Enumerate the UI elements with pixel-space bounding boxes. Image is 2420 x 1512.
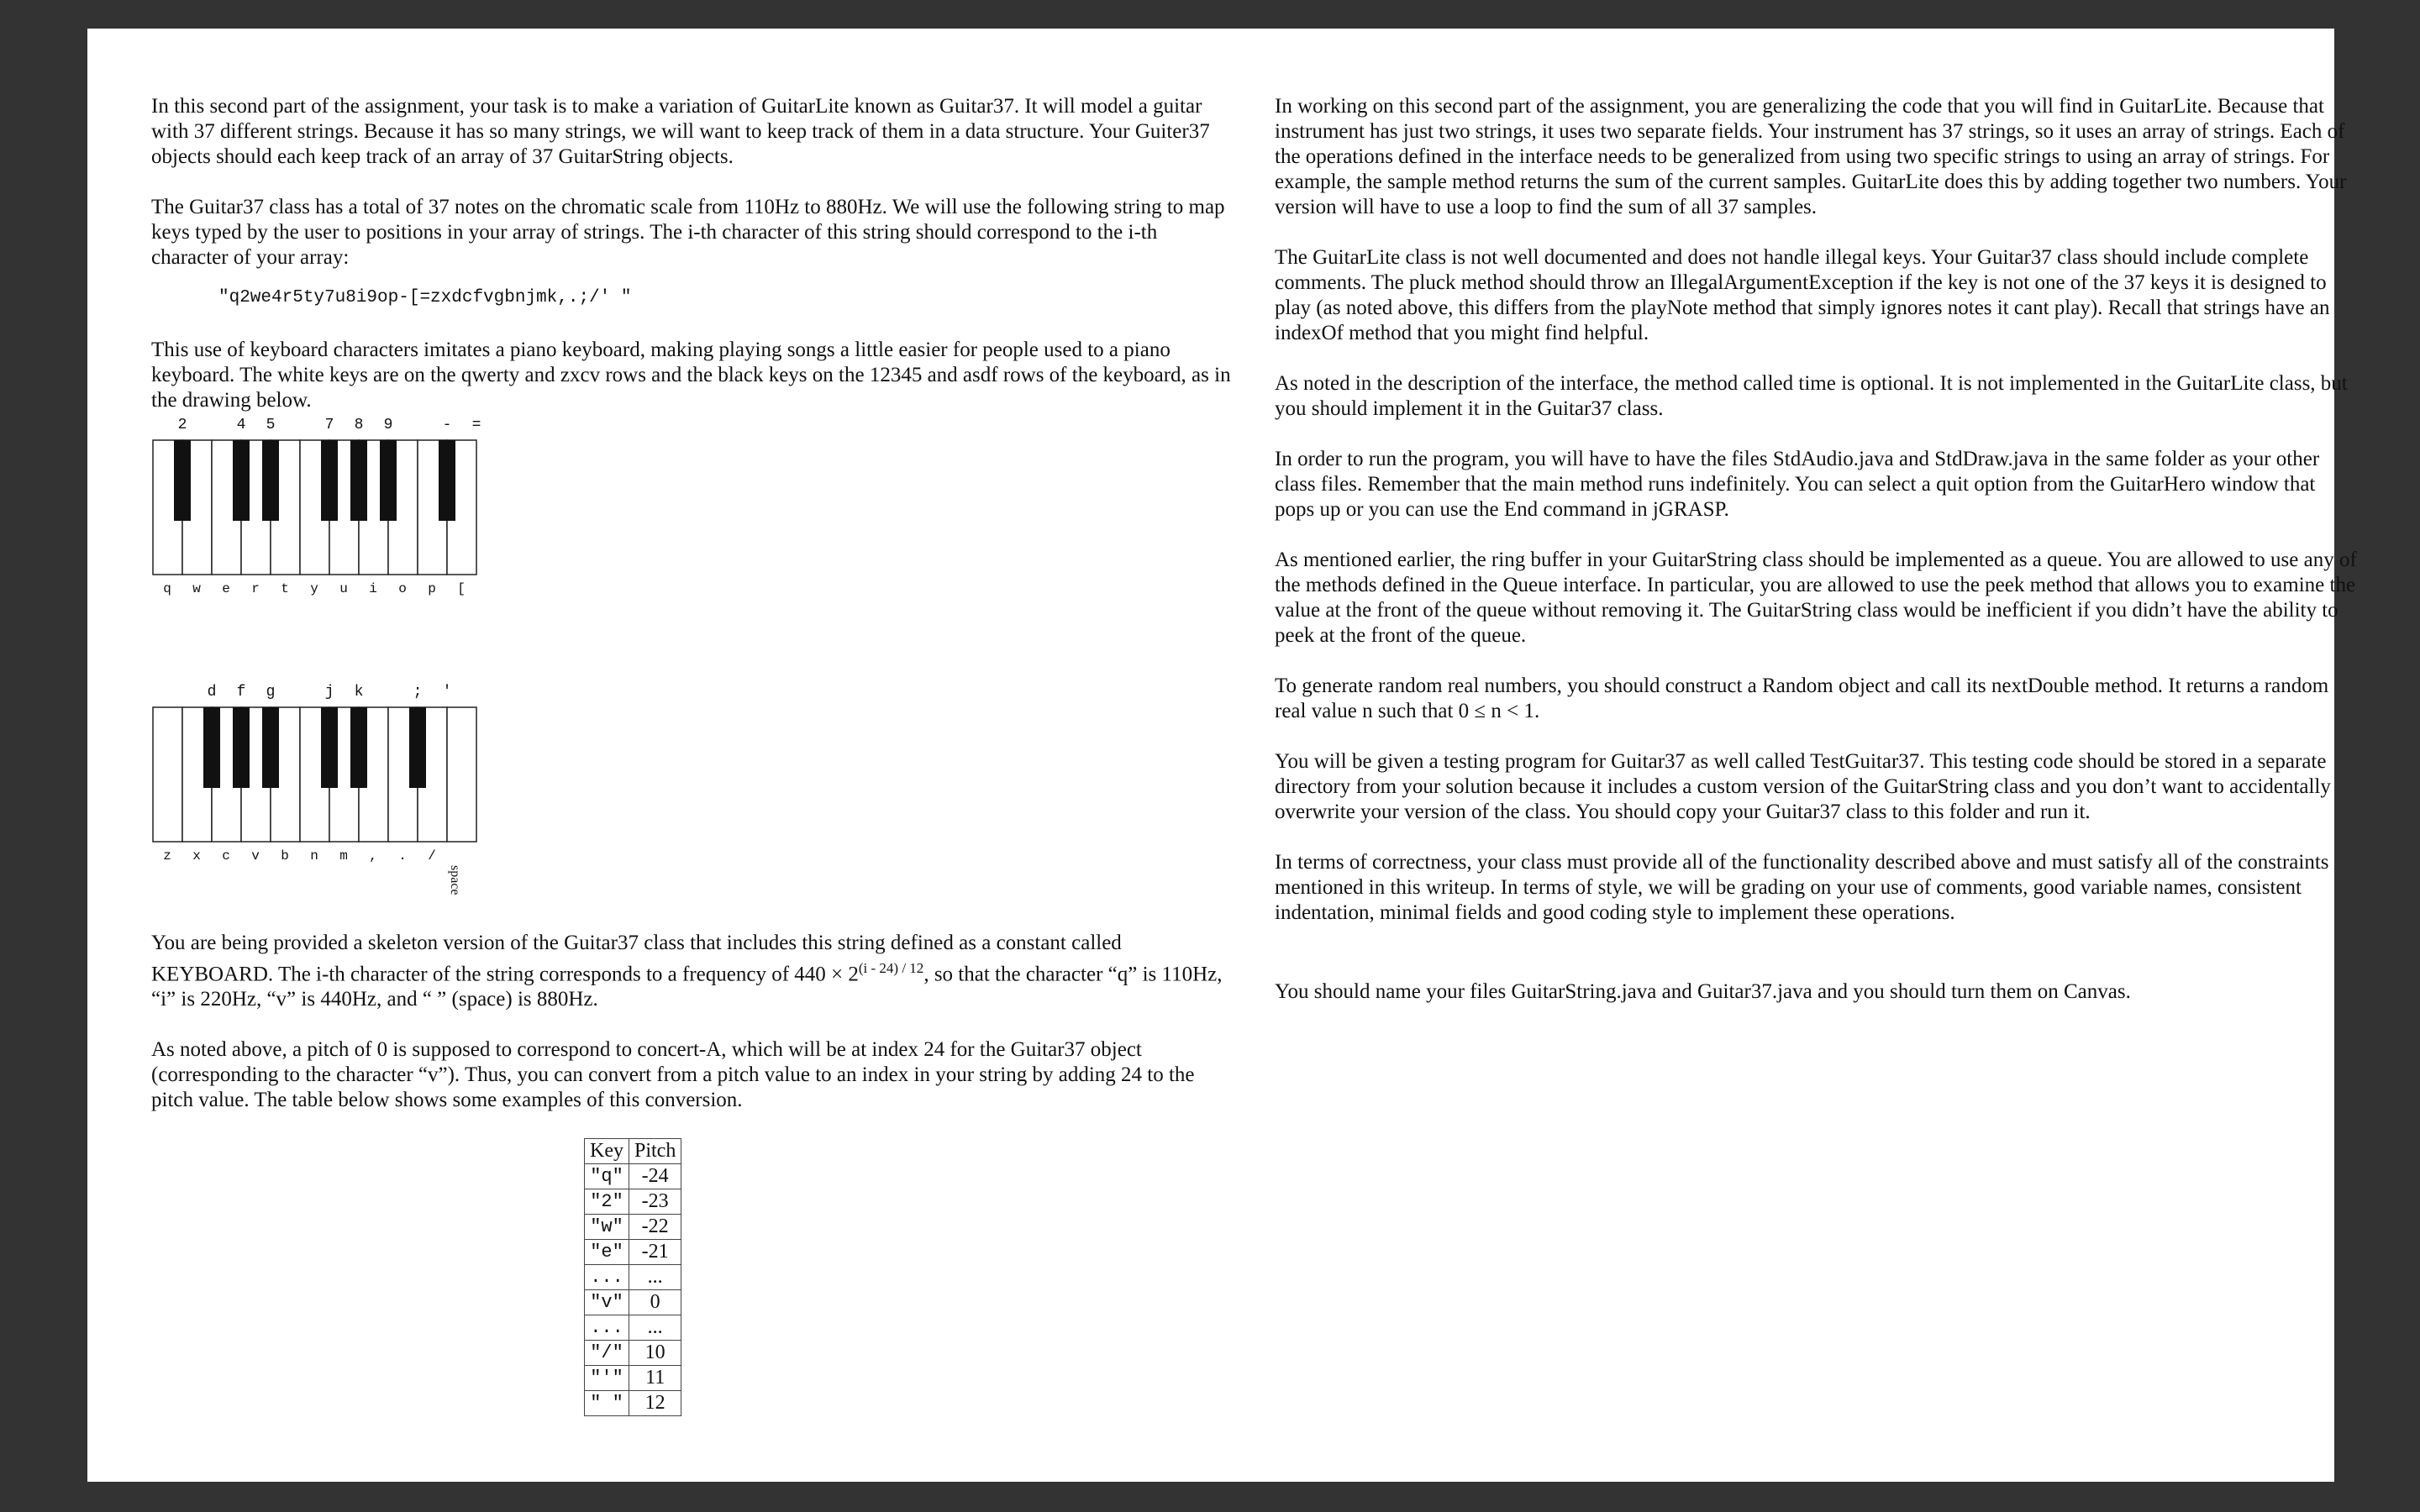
pitch-cell: -21 bbox=[629, 1240, 681, 1265]
piano-key-label: . bbox=[398, 848, 407, 864]
table-row bbox=[585, 1240, 681, 1265]
table-row bbox=[585, 1215, 681, 1240]
key-cell: "e" bbox=[585, 1240, 629, 1265]
black-key bbox=[174, 440, 191, 521]
piano-key-label: ; bbox=[413, 684, 423, 701]
black-key bbox=[233, 440, 250, 521]
pitch-cell: 0 bbox=[629, 1290, 681, 1315]
piano-key-label: d bbox=[207, 684, 217, 701]
piano-key-label: w bbox=[192, 581, 201, 596]
black-key bbox=[350, 440, 367, 521]
piano-key-label: e bbox=[222, 581, 230, 596]
black-key bbox=[233, 707, 250, 788]
table-row bbox=[585, 1366, 681, 1391]
skeleton-paragraph bbox=[151, 931, 1235, 1012]
pitch-cell: ... bbox=[629, 1315, 681, 1341]
piano-key-label: c bbox=[222, 848, 230, 864]
ring-buffer-paragraph: As mentioned earlier, the ring buffer in your GuitarString class should be implemented as a queue. You are allowed to use any of the methods defined in the Queue interface. In particular, you are allowed to use the peek method that allows you to examine the value at the front of the queue without removing it. The GuitarString class would be inefficient if you didn’t have the ability to peek at the front of the queue. bbox=[1275, 549, 2357, 647]
pitch-cell: -23 bbox=[629, 1189, 681, 1215]
black-key bbox=[321, 440, 338, 521]
intro-paragraph: In this second part of the assignment, your task is to make a variation of GuitarLite known as Guitar37. It will model a guitar with 37 different strings. Because it has so many strings, we will want to keep track of them in a data structure. Your Guiter37 objects should each keep track of an array of 37 GuitarString objects. bbox=[151, 95, 1210, 168]
black-key bbox=[409, 707, 426, 788]
piano-key-label: y bbox=[310, 581, 318, 596]
piano-key-label: / bbox=[428, 848, 436, 864]
piano-keyboard-paragraph: This use of keyboard characters imitates a piano keyboard, making playing songs a little easier for people used to a piano keyboard. The white keys are on the qwerty and zxcv rows and the black keys on the 12345 and asdf rows of the keyboard, as in the drawing below. bbox=[151, 339, 1231, 412]
grading-paragraph: In terms of correctness, your class must provide all of the functionality described above and must satisfy all of the constraints mentioned in this writeup. In terms of style, we will be grading on your use of comments, good variable names, consistent indentation, minimal fields and good coding style to implement these operations. bbox=[1275, 851, 2329, 924]
key-cell: "w" bbox=[585, 1215, 629, 1240]
piano-key-label: [ bbox=[457, 581, 466, 596]
key-column-header: Key bbox=[585, 1139, 629, 1164]
table-row bbox=[585, 1315, 681, 1341]
skeleton-text-a: You are being provided a skeleton version of the Guitar37 class that includes this string defined as a constant called KEYBOARD. The i-th character of the string corresponds to a frequency of 440 × 2 bbox=[151, 932, 1122, 986]
pitch-cell: ... bbox=[629, 1265, 681, 1290]
piano-key-label: o bbox=[398, 581, 407, 596]
run-program-paragraph: In order to run the program, you will have to have the files StdAudio.java and StdDraw.java in the same folder as your other class files. Remember that the main method runs indefinitely. You can select a quit option from the GuitarHero window that pops up or you can use the End command in jGRASP. bbox=[1275, 448, 2320, 521]
document-page bbox=[87, 29, 2357, 1482]
key-cell: "v" bbox=[585, 1290, 629, 1315]
submission-paragraph: You should name your files GuitarString.java and Guitar37.java and you should turn them on Canvas. bbox=[1275, 980, 2131, 1003]
generalizing-paragraph: In working on this second part of the assignment, you are generalizing the code that you will find in GuitarLite. Because that instrument has just two strings, it uses two separate fields. Your instrument has 37 strings, so it uses an array of strings. Each of the operations defined in the interface needs to be generalized from using two specific strings to using an array of strings. For example, the sample method returns the sum of the current samples. GuitarLite does this by adding together two numbers. Your version will have to use a loop to find the sum of all 37 samples. bbox=[1275, 95, 2347, 218]
keyboard-string: "q2we4r5ty7u8i9op-[=zxdcfvgbnjmk,.;/' " bbox=[218, 288, 632, 307]
random-paragraph: To generate random real numbers, you should construct a Random object and call its nextDouble method. It returns a random real value n such that 0 ≤ n < 1. bbox=[1275, 675, 2329, 722]
piano-key-label: 7 bbox=[324, 417, 334, 433]
piano-key-label: ' bbox=[442, 684, 452, 701]
white-key bbox=[153, 707, 182, 842]
piano-key-label: m bbox=[339, 848, 348, 864]
pitch-cell: 12 bbox=[629, 1391, 681, 1416]
key-cell: "q" bbox=[585, 1164, 629, 1189]
key-cell: " " bbox=[585, 1391, 629, 1416]
chromatic-paragraph: The Guitar37 class has a total of 37 notes on the chromatic scale from 110Hz to 880Hz. We will use the following string to map keys typed by the user to positions in your array of strings. The i-th character of this string should correspond to the i-th character of your array: bbox=[151, 196, 1225, 269]
piano-key-label: x bbox=[192, 848, 201, 864]
pitch-cell: 10 bbox=[629, 1341, 681, 1366]
black-key bbox=[321, 707, 338, 788]
table-row bbox=[585, 1265, 681, 1290]
table-row bbox=[585, 1391, 681, 1416]
piano-key-label: 9 bbox=[383, 417, 393, 433]
black-key bbox=[350, 707, 367, 788]
piano-key-label: v bbox=[251, 848, 260, 864]
piano-key-label: k bbox=[354, 684, 364, 701]
table-row bbox=[585, 1164, 681, 1189]
table-row bbox=[585, 1290, 681, 1315]
piano-key-label: 8 bbox=[354, 417, 364, 433]
right-column bbox=[1275, 94, 2359, 1030]
piano-key-label: , bbox=[369, 848, 377, 864]
comments-paragraph: The GuitarLite class is not well documented and does not handle illegal keys. Your Guitar37 class should include complete comments. The pluck method should throw an IllegalArgumentException if the key is not one of the 37 keys it is designed to play (as noted above, this differs from the playNote method that simply ignores notes it cant play). Recall that strings have an indexOf method that you might find helpful. bbox=[1275, 246, 2330, 344]
piano-2-top-labels bbox=[151, 684, 504, 706]
testing-paragraph: You will be given a testing program for Guitar37 as well called TestGuitar37. This testing code should be stored in a separate directory from your solution because it includes a custom version of the GuitarString class and you don’t want to accidentally overwrite your version of the class. You should copy your Guitar37 class to this folder and run it. bbox=[1275, 750, 2331, 823]
piano-key-label: - bbox=[442, 417, 452, 433]
piano-1-keys bbox=[151, 438, 504, 577]
pitch-paragraph: As noted above, a pitch of 0 is supposed to correspond to concert-A, which will be at index 24 for the Guitar37 object (corresponding to the character “v”). Thus, you can convert from a pitch value to an index in your string by adding 24 to the pitch value. The table below shows some examples of this conversion. bbox=[151, 1038, 1195, 1112]
left-column bbox=[151, 94, 1235, 1416]
black-key bbox=[262, 440, 279, 521]
black-key bbox=[203, 707, 220, 788]
table-row bbox=[585, 1189, 681, 1215]
time-method-paragraph: As noted in the description of the interface, the method called time is optional. It is not implemented in the GuitarLite class, but you should implement it in the Guitar37 class. bbox=[1275, 372, 2348, 420]
piano-key-label: i bbox=[369, 581, 377, 596]
piano-key-label: j bbox=[324, 684, 334, 701]
black-key bbox=[380, 440, 397, 521]
piano-key-label: 5 bbox=[266, 417, 276, 433]
pitch-column-header: Pitch bbox=[629, 1139, 681, 1164]
white-key bbox=[447, 707, 476, 842]
piano-key-label: z bbox=[163, 848, 171, 864]
piano-key-label: 4 bbox=[236, 417, 246, 433]
space-key-label: space bbox=[448, 865, 462, 895]
piano-diagram-2 bbox=[151, 684, 504, 895]
skeleton-text-b: , so that the character “q” is 110Hz, “i” is 220Hz, “v” is 440Hz, and “ ” (space) is 880Hz. bbox=[151, 963, 1223, 1011]
piano-key-label: 2 bbox=[177, 417, 187, 433]
piano-key-label: r bbox=[251, 581, 260, 596]
piano-diagram-1 bbox=[151, 417, 504, 606]
piano-key-label: n bbox=[310, 848, 318, 864]
frequency-exponent: (i - 24) / 12 bbox=[858, 960, 924, 976]
pitch-cell: 11 bbox=[629, 1366, 681, 1391]
piano-key-label: u bbox=[339, 581, 348, 596]
piano-key-label: q bbox=[163, 581, 171, 596]
key-cell: "2" bbox=[585, 1189, 629, 1215]
pitch-cell: -22 bbox=[629, 1215, 681, 1240]
piano-key-label: b bbox=[281, 848, 289, 864]
pitch-cell: -24 bbox=[629, 1164, 681, 1189]
piano-2-keys bbox=[151, 706, 504, 844]
piano-key-label: p bbox=[428, 581, 436, 596]
key-pitch-table bbox=[584, 1138, 681, 1416]
piano-1-bottom-labels bbox=[151, 581, 504, 606]
black-key bbox=[262, 707, 279, 788]
piano-key-label: = bbox=[471, 417, 481, 433]
piano-key-label: g bbox=[266, 684, 276, 701]
key-cell: ... bbox=[585, 1265, 629, 1290]
piano-key-label: f bbox=[236, 684, 246, 701]
black-key bbox=[439, 440, 455, 521]
table-row bbox=[585, 1341, 681, 1366]
piano-1-top-labels bbox=[151, 417, 504, 438]
key-cell: ... bbox=[585, 1315, 629, 1341]
piano-key-label: t bbox=[281, 581, 289, 596]
key-cell: "/" bbox=[585, 1341, 629, 1366]
table-header-row bbox=[585, 1139, 681, 1164]
key-cell: "'" bbox=[585, 1366, 629, 1391]
